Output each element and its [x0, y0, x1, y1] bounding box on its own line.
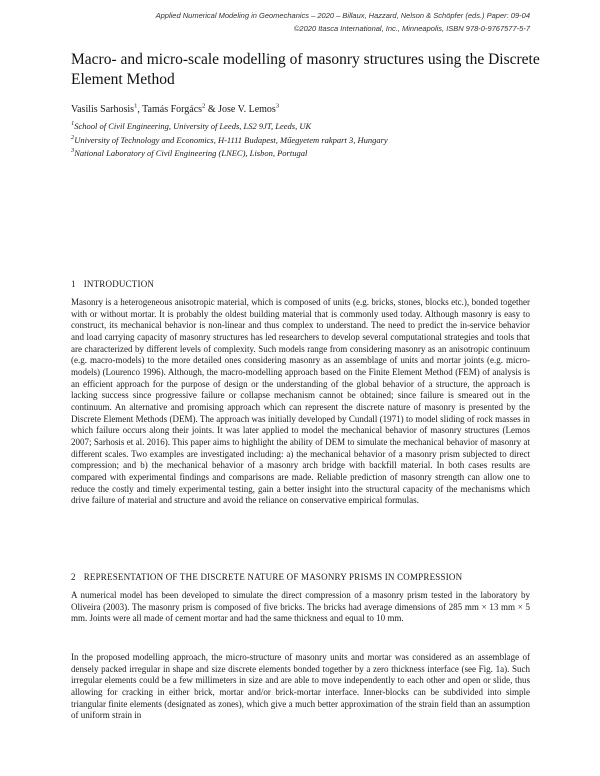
affiliation — [71, 120, 388, 134]
affiliation — [71, 147, 388, 161]
affiliation-list — [71, 120, 388, 161]
paper-title: Macro- and micro-scale modelling of masonry structures using the Discrete Element Method — [71, 51, 540, 88]
body-paragraph: In the proposed modelling approach, the micro-structure of masonry units and mortar was considered as an assemblage of densely packed irregular in shape and size discrete elements bonded together by a zero thickness interface (see Fig. 1a). Such irregular elements could be a few millimeters in size and are able to move independently to each other and open or slide, thus allowing for cracking in either brick, mortar and/or brick-mortar interface. Inner-blocks can be subdivided into simple triangular finite elements (designated as zones), which give a much better approximation of the strain field than an assumption of uniform strain in — [71, 652, 530, 721]
body-paragraph: Masonry is a heterogeneous anisotropic material, which is composed of units (e.g. bricks, stones, blocks etc.), bonded together with or without mortar. It is probably the oldest building material that is commonly used today. Although masonry is easy to construct, its mechanical behavior is non-linear and thus complex to understand. The need to predict the in-service behavior and load carrying capacity of masonry structures has led researchers to develop several computational strategies and tools that are characterized by different levels of complexity. Such models range from considering masonry as an anisotropic continuum (e.g. macro-models) to the more detailed ones considering masonry as an assemblage of units and mortar joints (e.g. micro-models) (Lourenco 1996). Although, the macro-modelling approach based on the Finite Element Method (FEM) of analysis is an efficient approach for the purpose of design or the understanding of the global behavior of a structure, the approach is lacking success since progressive failure or collapse mechanism cannot be obtained; since failure is smeared out in the continuum. An alternative and promising approach which can represent the discrete nature of masonry is presented by the Discrete Element Methods (DEM). The approach was initially developed by Cundall (1971) to model sliding of rock masses in which failure occurs along their joints. It was later applied to model the mechanical behavior of masonry structures (Lemos 2007; Sarhosis et al. 2016). This paper aims to highlight the ability of DEM to simulate the mechanical behavior of masonry at different scales. Two examples are investigated including: a) the mechanical behavior of a masonry prism subjected to direct compression; and b) the mechanical behavior of a masonry arch bridge with backfill material. In both cases results are compared with experimental findings and comparisons are made. Reliable prediction of masonry strength can allow one to reduce the costly and timely experimental testing, gain a better insight into the structural capacity of the mechanisms which drive failure of material and structure and avoid the reliance on conservative empirical formulas. — [71, 297, 530, 506]
section-title: REPRESENTATION OF THE DISCRETE NATURE OF MASONRY PRISMS IN COMPRESSION — [83, 572, 463, 582]
author-superscript: 3 — [275, 102, 280, 110]
author-separator: , — [137, 104, 143, 115]
author-name: Jose V. Lemos — [218, 104, 276, 115]
section-number: 1 — [71, 279, 76, 289]
author-name: Tamás Forgács — [142, 104, 203, 115]
header-copyright: ©2020 Itasca International, Inc., Minneapolis, ISBN 978-0-9767577-5-7 — [293, 23, 530, 33]
body-paragraph: A numerical model has been developed to simulate the direct compression of a masonry prism tested in the laboratory by Oliveira (2003). The masonry prism is composed of five bricks. The bricks had average dimensions of 285 mm × 13 mm × 5 mm. Joints were all made of cement mortar and had the same thickness and equal to 10 mm. — [71, 590, 530, 624]
running-header — [156, 10, 530, 35]
author-superscript: 2 — [202, 102, 206, 110]
author-name: Vasilis Sarhosis — [71, 104, 135, 115]
section-title: INTRODUCTION — [83, 279, 155, 289]
affiliation-superscript: 2 — [71, 133, 75, 141]
author-superscript: 1 — [134, 102, 138, 110]
section-heading-representation — [71, 571, 462, 583]
affiliation-text: National Laboratory of Civil Engineering (LNEC), Lisbon, Portugal — [74, 148, 308, 158]
affiliation-text: University of Technology and Economics, H-1111 Budapest, Műegyetem rakpart 3, Hungary — [74, 134, 388, 145]
author-list — [71, 103, 279, 116]
affiliation — [71, 134, 388, 148]
affiliation-text: School of Civil Engineering, University of Leeds, LS2 9JT, Leeds, UK — [74, 121, 312, 131]
section-heading-introduction — [71, 278, 154, 290]
header-citation: Applied Numerical Modeling in Geomechanics – 2020 – Billaux, Hazzard, Nelson & Schöpfer (eds.) Paper: 09-04 — [155, 11, 530, 20]
section-number: 2 — [71, 572, 76, 582]
affiliation-superscript: 3 — [71, 147, 75, 155]
affiliation-superscript: 1 — [71, 120, 75, 128]
author-separator: & — [205, 104, 219, 115]
